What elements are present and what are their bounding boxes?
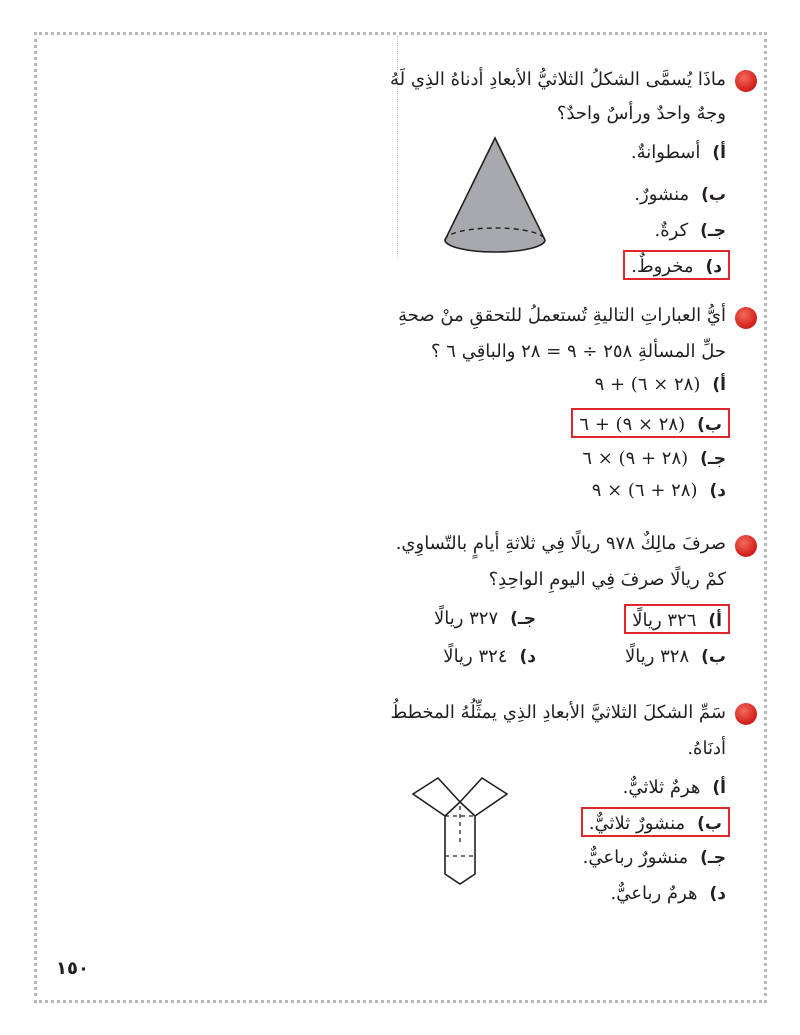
question-1-option-c[interactable]: جـ)كرةٌ.: [654, 220, 726, 241]
question-2-option-b-answer[interactable]: ب)(٢٨ × ٩) + ٦: [571, 408, 730, 438]
question-4-stem-line-2: أدنَاهُ.: [687, 738, 726, 759]
question-1-badge: [735, 70, 757, 92]
question-2: [400, 302, 726, 502]
question-3-option-c[interactable]: جـ)٣٢٧ ريالًا: [433, 608, 536, 629]
question-4-option-c[interactable]: جـ)منشورٌ رباعيٌّ.: [582, 847, 726, 868]
question-4-option-d[interactable]: د)هرمٌ رباعيٌّ.: [610, 883, 726, 904]
question-2-option-a[interactable]: أ)(٢٨ × ٦) + ٩: [594, 374, 726, 395]
question-2-stem-line-1: أيُّ العباراتِ التاليةِ تُستعملُ للتحققِ منْ صحةِ: [398, 305, 726, 326]
question-4-option-a[interactable]: أ)هرمٌ ثلاثيٌّ.: [622, 777, 726, 798]
question-1-option-b[interactable]: ب)منشورٌ.: [634, 184, 726, 205]
question-3-option-a-answer[interactable]: أ)٣٢٦ ريالًا: [624, 604, 730, 634]
page-number: ١٥٠: [56, 958, 89, 979]
cone-icon: [440, 134, 550, 264]
question-4-stem-line-1: سَمِّ الشكلَ الثلاثيَّ الأبعادِ الذِي يمثِّلُهُ المخططُ: [390, 702, 726, 723]
question-3-option-b[interactable]: ب)٣٢٨ ريالًا: [624, 646, 726, 667]
question-3-option-d[interactable]: د)٣٢٤ ريالًا: [443, 646, 536, 667]
question-2-badge: [735, 307, 757, 329]
question-1-stem-line-1: ماذَا يُسمَّى الشكلُ الثلاثيُّ الأبعادِ أدناهُ الذِي لَهُ: [389, 69, 726, 90]
question-3-stem-line-1: صرفَ مالِكٌ ٩٧٨ ريالًا فِي ثلاثةِ أيامٍ بالتّساوِي.: [395, 533, 726, 554]
question-3-badge: [735, 535, 757, 557]
question-3-stem-line-2: كمْ ريالًا صرفَ فِي اليومِ الواحِدِ؟: [488, 569, 726, 590]
question-4-badge: [735, 703, 757, 725]
question-3: [380, 530, 726, 680]
question-4-option-b-answer[interactable]: ب)منشورٌ ثلاثيٌّ.: [581, 807, 730, 837]
question-1-option-d-answer[interactable]: د)مخروطٌ.: [623, 250, 730, 280]
question-2-option-d[interactable]: د)(٢٨ + ٦) × ٩: [591, 480, 726, 501]
question-1-option-a[interactable]: أ)أسطوانةٌ.: [630, 142, 726, 163]
triangular-prism-net-icon: [410, 776, 510, 888]
question-2-option-c[interactable]: جـ)(٢٨ + ٩) × ٦: [582, 448, 726, 469]
question-2-stem-line-2: حلِّ المسألةِ ٢٥٨ ÷ ٩ = ٢٨ والباقِي ٦ ؟: [431, 341, 726, 362]
question-1-stem-line-2: وجهٌ واحدٌ ورأسٌ واحدٌ؟: [556, 103, 726, 124]
